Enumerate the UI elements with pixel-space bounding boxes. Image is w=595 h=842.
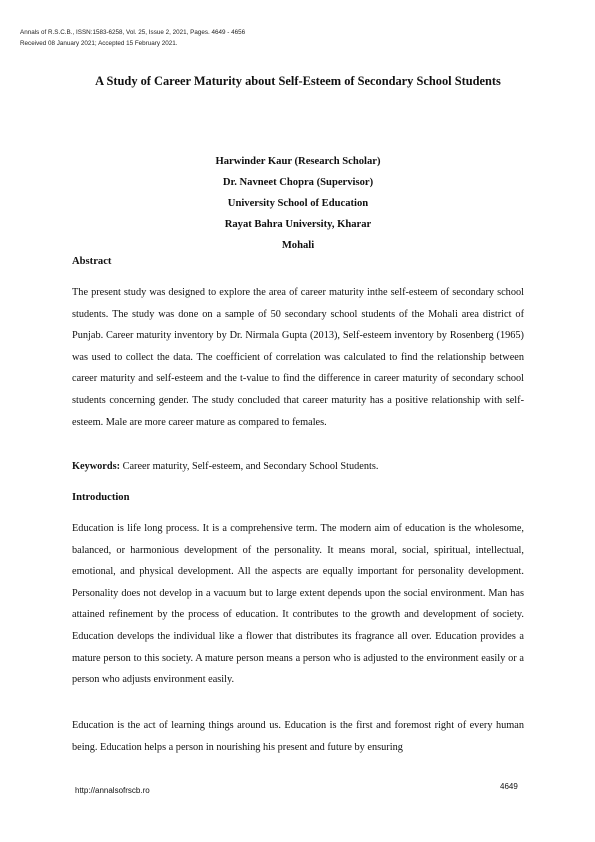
abstract-heading: Abstract (72, 256, 112, 267)
introduction-paragraph: Education is life long process. It is a comprehensive term. The modern aim of education is the wholesome, balanced, or harmonious development of the personality. It means moral, social, spiritual, intellectual, emotional, and physical development. All the aspects are equally important for personality development. Personality does not develop in a vacuum but to large extent depends upon the social environment. Man has attained refinement by the process of education. It contributes to the growth and development of society. Education develops the individual like a flower that distributes its fragrance all over. Education provides a mature person to this society. A mature person means a person who is adjusted to the environment easily or a person who adjusts environment easily. (72, 523, 524, 686)
paper-title: A Study of Career Maturity about Self-Esteem of Secondary School Students (95, 74, 501, 88)
journal-citation-line: Annals of R.S.C.B., ISSN:1583-6258, Vol. 25, Issue 2, 2021, Pages. 4649 - 4656 (20, 29, 246, 36)
introduction-heading: Introduction (72, 492, 130, 503)
affiliation-line: Mohali (281, 240, 315, 251)
footer-url: http://annalsofrscb.ro (75, 786, 150, 795)
affiliation-line: Rayat Bahra University, Kharar (224, 219, 372, 230)
page-number: 4649 (500, 782, 518, 791)
affiliation-line: University School of Education (227, 198, 369, 209)
keywords-line (72, 461, 524, 472)
author-line: Dr. Navneet Chopra (Supervisor) (222, 177, 374, 188)
abstract-text: The present study was designed to explore the area of career maturity inthe self-esteem of secondary school students. The study was done on a sample of 50 secondary school students of the Mohali area district of Punjab. Career maturity inventory by Dr. Nirmala Gupta (2013), Self-esteem inventory by Rosenberg (1965) was used to collect the data. The coefficient of correlation was calculated to find the relationship between career maturity and self-esteem and the t-value to find the difference in career maturity of secondary school students concerning gender. The study concluded that career maturity has a positive relationship with self-esteem. Male are more career mature as compared to females. (72, 287, 524, 428)
author-block (72, 151, 524, 256)
received-accepted-line: Received 08 January 2021; Accepted 15 February 2021. (20, 40, 178, 47)
keywords-label: Keywords: (72, 461, 121, 472)
keywords-text: Career maturity, Self-esteem, and Secondary School Students. (120, 461, 379, 472)
introduction-paragraph: Education is the act of learning things around us. Education is the first and foremost right of every human being. Education helps a person in nourishing his present and future by ensuring (72, 720, 524, 753)
author-line: Harwinder Kaur (Research Scholar) (215, 156, 381, 167)
